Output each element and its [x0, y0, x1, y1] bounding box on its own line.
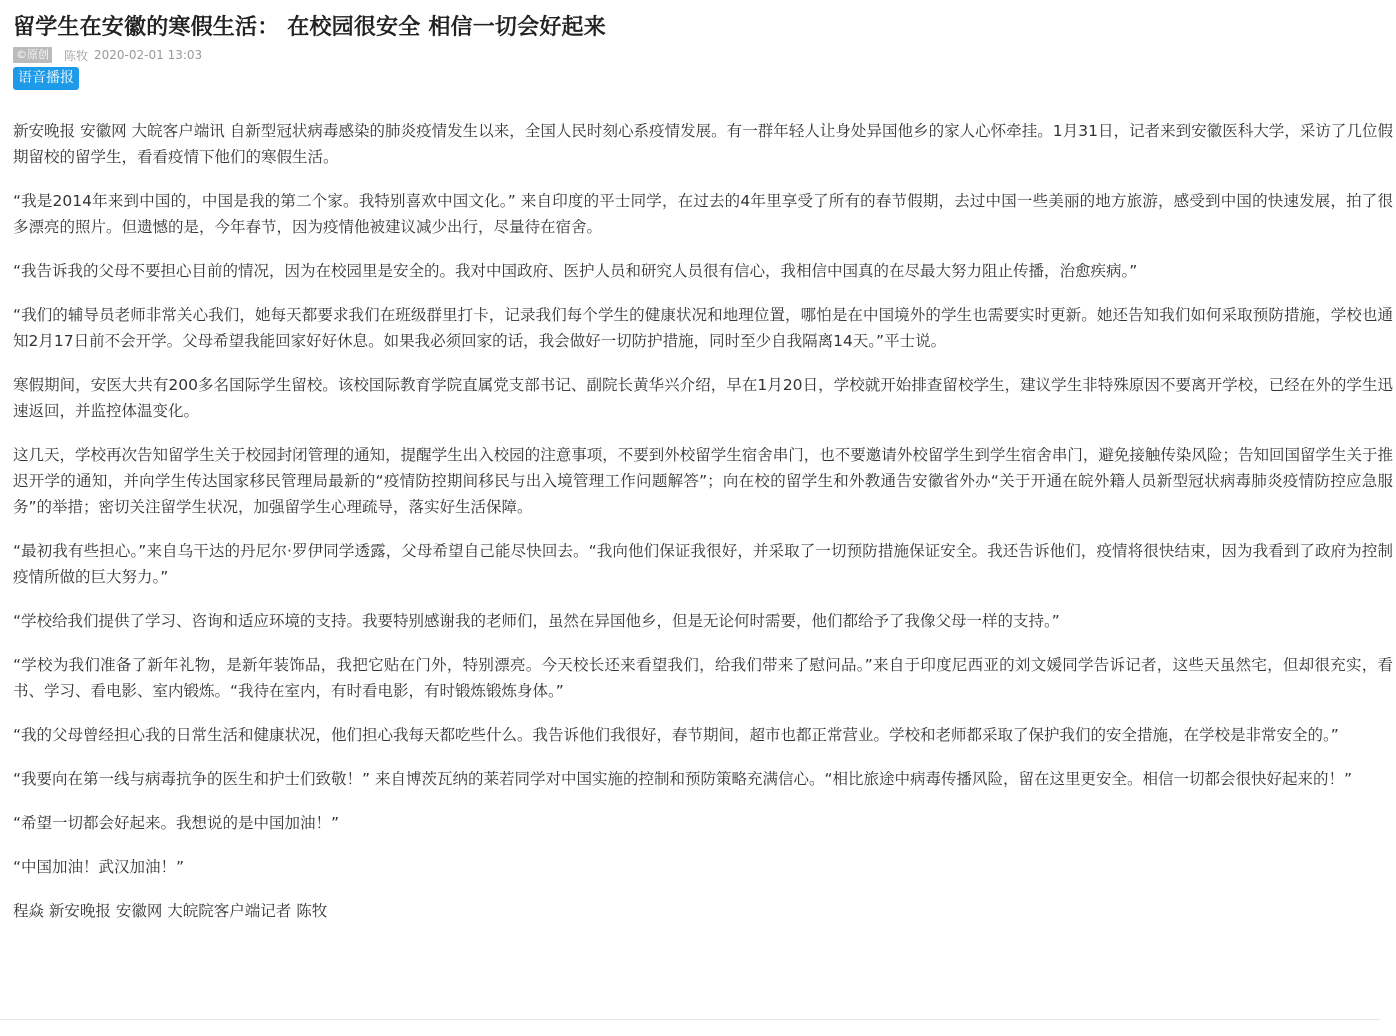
footer-divider — [0, 1019, 1380, 1020]
article-body — [13, 118, 1393, 924]
paragraph: “学校为我们准备了新年礼物，是新年装饰品，我把它贴在门外，特别漂亮。今天校长还来看望我们，给我们带来了慰问品。”来自于印度尼西亚的刘文媛同学告诉记者，这些天虽然宅，但却很充实，看书、学习、看电影、室内锻炼。“我待在室内，有时看电影，有时锻炼锻炼身体。” — [13, 656, 1393, 700]
paragraph: “中国加油！武汉加油！” — [13, 858, 185, 876]
publish-datetime: 2020-02-01 13:03 — [94, 48, 203, 62]
article-meta — [13, 46, 1393, 64]
paragraph: “希望一切都会好起来。我想说的是中国加油！” — [13, 814, 340, 832]
article-title: 留学生在安徽的寒假生活： 在校园很安全 相信一切会好起来 — [13, 15, 606, 40]
voice-broadcast-button[interactable]: 语音播报 — [13, 67, 79, 90]
paragraph: “我们的辅导员老师非常关心我们，她每天都要求我们在班级群里打卡，记录我们每个学生的健康状况和地理位置，哪怕是在中国境外的学生也需要实时更新。她还告知我们如何采取预防措施，学校也通知2月17日前不会开学。父母希望我能回家好好休息。如果我必须回家的话，我会做好一切防护措施，同时至少自我隔离14天。”平士说。 — [13, 306, 1393, 350]
paragraph: “我告诉我的父母不要担心目前的情况，因为在校园里是安全的。我对中国政府、医护人员和研究人员很有信心，我相信中国真的在尽最大努力阻止传播，治愈疾病。” — [13, 262, 1138, 280]
author-name: 陈牧 — [64, 48, 89, 63]
reporter-credit: 程焱 新安晚报 安徽网 大皖院客户端记者 陈牧 — [13, 902, 328, 920]
paragraph: “我要向在第一线与病毒抗争的医生和护士们致敬！” 来自博茨瓦纳的莱若同学对中国实施的控制和预防策略充满信心。“相比旅途中病毒传播风险，留在这里更安全。相信一切都会很快好起来的！” — [13, 770, 1353, 788]
paragraph: 这几天，学校再次告知留学生关于校园封闭管理的通知，提醒学生出入校园的注意事项，不要到外校留学生宿舍串门，也不要邀请外校留学生到学生宿舍串门，避免接触传染风险；告知回国留学生关于推迟开学的通知，并向学生传达国家移民管理局最新的“疫情防控期间移民与出入境管理工作问题解答”；向在校的留学生和外教通告安徽省外办“关于开通在皖外籍人员新型冠状病毒肺炎疫情防控应急服务”的举措；密切关注留学生状况，加强留学生心理疏导，落实好生活保障。 — [13, 446, 1393, 516]
original-badge: ©原创 — [13, 47, 52, 63]
article — [13, 12, 1393, 924]
paragraph: “最初我有些担心。”来自乌干达的丹尼尔·罗伊同学透露，父母希望自己能尽快回去。“我向他们保证我很好，并采取了一切预防措施保证安全。我还告诉他们，疫情将很快结束，因为我看到了政府为控制疫情所做的巨大努力。” — [13, 542, 1393, 586]
paragraph: “学校给我们提供了学习、咨询和适应环境的支持。我要特别感谢我的老师们，虽然在异国他乡，但是无论何时需要，他们都给予了我像父母一样的支持。” — [13, 612, 1060, 630]
paragraph: “我的父母曾经担心我的日常生活和健康状况，他们担心我每天都吃些什么。我告诉他们我很好，春节期间，超市也都正常营业。学校和老师都采取了保护我们的安全措施，在学校是非常安全的。” — [13, 726, 1339, 744]
paragraph: “我是2014年来到中国的，中国是我的第二个家。我特别喜欢中国文化。” 来自印度的平士同学，在过去的4年里享受了所有的春节假期，去过中国一些美丽的地方旅游，感受到中国的快速发展，拍了很多漂亮的照片。但遗憾的是，今年春节，因为疫情他被建议减少出行，尽量待在宿舍。 — [13, 192, 1393, 236]
paragraph: 新安晚报 安徽网 大皖客户端讯 自新型冠状病毒感染的肺炎疫情发生以来，全国人民时刻心系疫情发展。有一群年轻人让身处异国他乡的家人心怀牵挂。1月31日，记者来到安徽医科大学，采访了几位假期留校的留学生，看看疫情下他们的寒假生活。 — [13, 122, 1393, 166]
paragraph: 寒假期间，安医大共有200多名国际学生留校。该校国际教育学院直属党支部书记、副院长黄华兴介绍，早在1月20日，学校就开始排查留校学生，建议学生非特殊原因不要离开学校，已经在外的学生迅速返回，并监控体温变化。 — [13, 376, 1393, 420]
